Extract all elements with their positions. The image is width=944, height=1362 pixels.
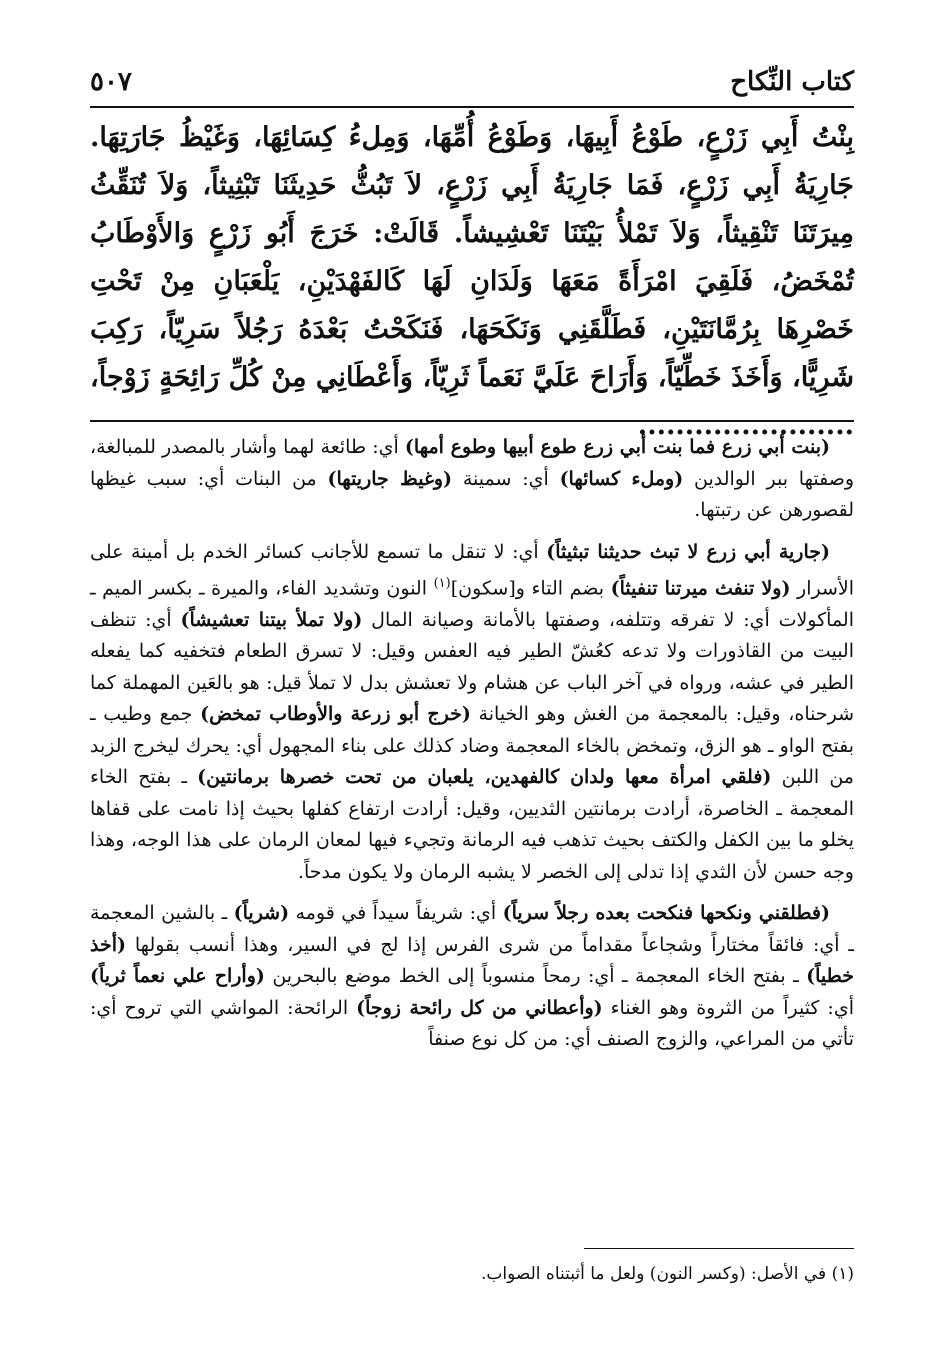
commentary-text: أي: شريفاً سيداً في قومه <box>289 902 503 925</box>
footnote-reference[interactable]: (١) <box>433 576 451 591</box>
commentary-text: أي: كثيراً من الثروة وهو الغناء <box>602 996 854 1019</box>
quoted-phrase: (فلقي امرأة معها ولدان كالفهدين، يلعبان من تحت خصرها برمانتين) <box>197 766 772 789</box>
footnote-rule <box>584 1248 854 1249</box>
page-number: ٥٠٧ <box>90 67 132 97</box>
quoted-phrase: (وأراح علي نعماً ثرياً) <box>90 965 265 988</box>
commentary-paragraph-1 <box>90 432 854 527</box>
quoted-phrase: (وغيظ جاريتها) <box>327 467 453 490</box>
quoted-phrase: (خرج أبو زرعة والأوطاب تمخض) <box>200 703 471 726</box>
quoted-phrase: (أخذ خطياً) <box>90 933 854 988</box>
hadith-paragraph: بِنْتُ أَبِي زَرْعٍ، طَوْعُ أَبِيهَا، وَطَوْعُ أُمِّهَا، وَمِلءُ كِسَائِهَا، وَغَيْظُ جَارَتِهَا. جَارِيَةُ أَبِي زَرْعٍ، فَمَا جَارِيَةُ أَبِي زَرْعٍ، لاَ تَبُثُّ حَدِيثَنَا تَبْثِيثاً، وَلاَ تُنَقِّثُ مِيرَتَنَا تَنْقِيثاً، وَلاَ تَمْلأُ بَيْتَنَا تَعْشِيشاً. قَالَتْ: خَرَجَ أَبُو زَرْعٍ وَالأَوْطَابُ تُمْخَضُ، فَلَقِيَ امْرَأَةً مَعَهَا وَلَدَانِ لَهَا كَالفَهْدَيْنِ، يَلْعَبَانِ مِنْ تَحْتِ خَصْرِهَا بِرُمَّانَتَيْنِ، فَطَلَّقَنِي وَنَكَحَهَا، فَنَكَحْتُ بَعْدَهُ رَجُلاً سَرِيّاً، رَكِبَ شَرِيًّا، وَأَخَذَ خَطِّيّاً، وَأَرَاحَ عَلَيَّ نَعَماً ثَرِيّاً، وَأَعْطَانِي مِنْ كُلِّ رَائِحَةٍ زَوْجاً، ....................... <box>90 122 854 441</box>
commentary-paragraph-3 <box>90 898 854 1056</box>
quoted-phrase: (وأعطاني من كل رائحة زوجاً) <box>356 996 603 1019</box>
commentary-text: ـ بفتح الخاء المعجمة ـ أي: رمحاً منسوباً إلى الخط موضع بالبحرين <box>264 965 807 988</box>
text-commentary-divider <box>90 420 854 422</box>
chapter-title: كتاب النِّكاح <box>730 67 854 97</box>
quoted-phrase: (شرياً) <box>233 902 290 925</box>
commentary-text: ـ بالشين المعجمة ـ أي: فائقاً مختاراً وشجاعاً مقداماً من شرى الفرس إذا لج في السير، وهذا أنسب بقولها <box>90 902 854 956</box>
quoted-phrase: (بنت أبي زرع فما بنت أبي زرع طوع أبيها وطوع أمها) <box>404 436 830 458</box>
footnote: (١) في الأصل: (وكسر النون) ولعل ما أثبتناه الصواب. <box>480 1264 854 1284</box>
quoted-phrase: (فطلقني ونكحها فنكحت بعده رجلاً سرياً) <box>502 902 831 925</box>
quoted-phrase: (وملء كسائها) <box>559 467 684 490</box>
quoted-phrase: (ولا تنفث ميرتنا تنفيثاً) <box>610 577 791 600</box>
commentary-text: الرائحة: المواشي التي تروح أي: تأتي من المراعي، والزوج الصنف أي: من كل نوع صنفاً <box>90 996 854 1051</box>
commentary-text: جمع وطيب ـ بفتح الواو ـ هو الزق، وتمخض بالخاء المعجمة وضاد كذلك على بناء المجهول أي: يحرك ليخرج الزبد من اللبن <box>90 703 854 789</box>
commentary-text: ـ بفتح الخاء المعجمة ـ الخاصرة، أرادت برمانتين الثديين، وقيل: أرادت ارتفاع كفلها بحيث إذا نامت على قفاها يخلو ما بين الكفل والكتف بحيث تذهب فيه الرمانة وتجيء فيها لمعان الرمان على هذا الوجه، وهذا وجه حسن لأن الثدي إذا تدلى إلى الخصر لا يشبه الرمان ولا يكون مدحاً. <box>90 766 854 883</box>
commentary-text: النون وتشديد الفاء، والميرة ـ بكسر الميم ـ المأكولات أي: لا تفرقه وتتلفه، وصفتها بالأمانة وصيانة المال <box>90 577 855 631</box>
header-rule <box>90 106 854 108</box>
commentary <box>90 432 854 1066</box>
commentary-text: بضم التاء و[سكون] <box>450 577 611 600</box>
hadith-text <box>90 114 854 450</box>
commentary-text: أي: طائعة لهما وأشار بالمصدر للمبالغة، وصفتها ببر الوالدين <box>90 436 855 490</box>
quoted-phrase: (جارية أبي زرع لا تبث حديثنا تبثيثاً) <box>546 540 830 563</box>
commentary-paragraph-2 <box>90 537 854 889</box>
commentary-text: أي: لا تنقل ما تسمع للأجانب كسائر الخدم بل أمينة على الأسرار <box>90 540 855 600</box>
commentary-text: أي: تنظف البيت من القاذورات ولا تدعه كعُشّ الطير فيه العفس وقيل: لا تسرق الطعام فتخفيه كما يفعله الطير في عشه، ورواه في آخر الباب عن هشام ولا تعشش بدل لا تملأ قيل: هو بالعَين المهملة كما شرحناه، وقيل: بالمعجمة من الغش وهو الخيانة <box>90 608 854 726</box>
commentary-text: أي: سمينة <box>452 467 560 490</box>
commentary-text: من البنات أي: سبب غيظها لقصورهن عن رتبتها. <box>90 467 854 521</box>
quoted-phrase: (ولا تملأ بيتنا تعشيشاً) <box>180 608 363 631</box>
page-header <box>90 62 854 102</box>
